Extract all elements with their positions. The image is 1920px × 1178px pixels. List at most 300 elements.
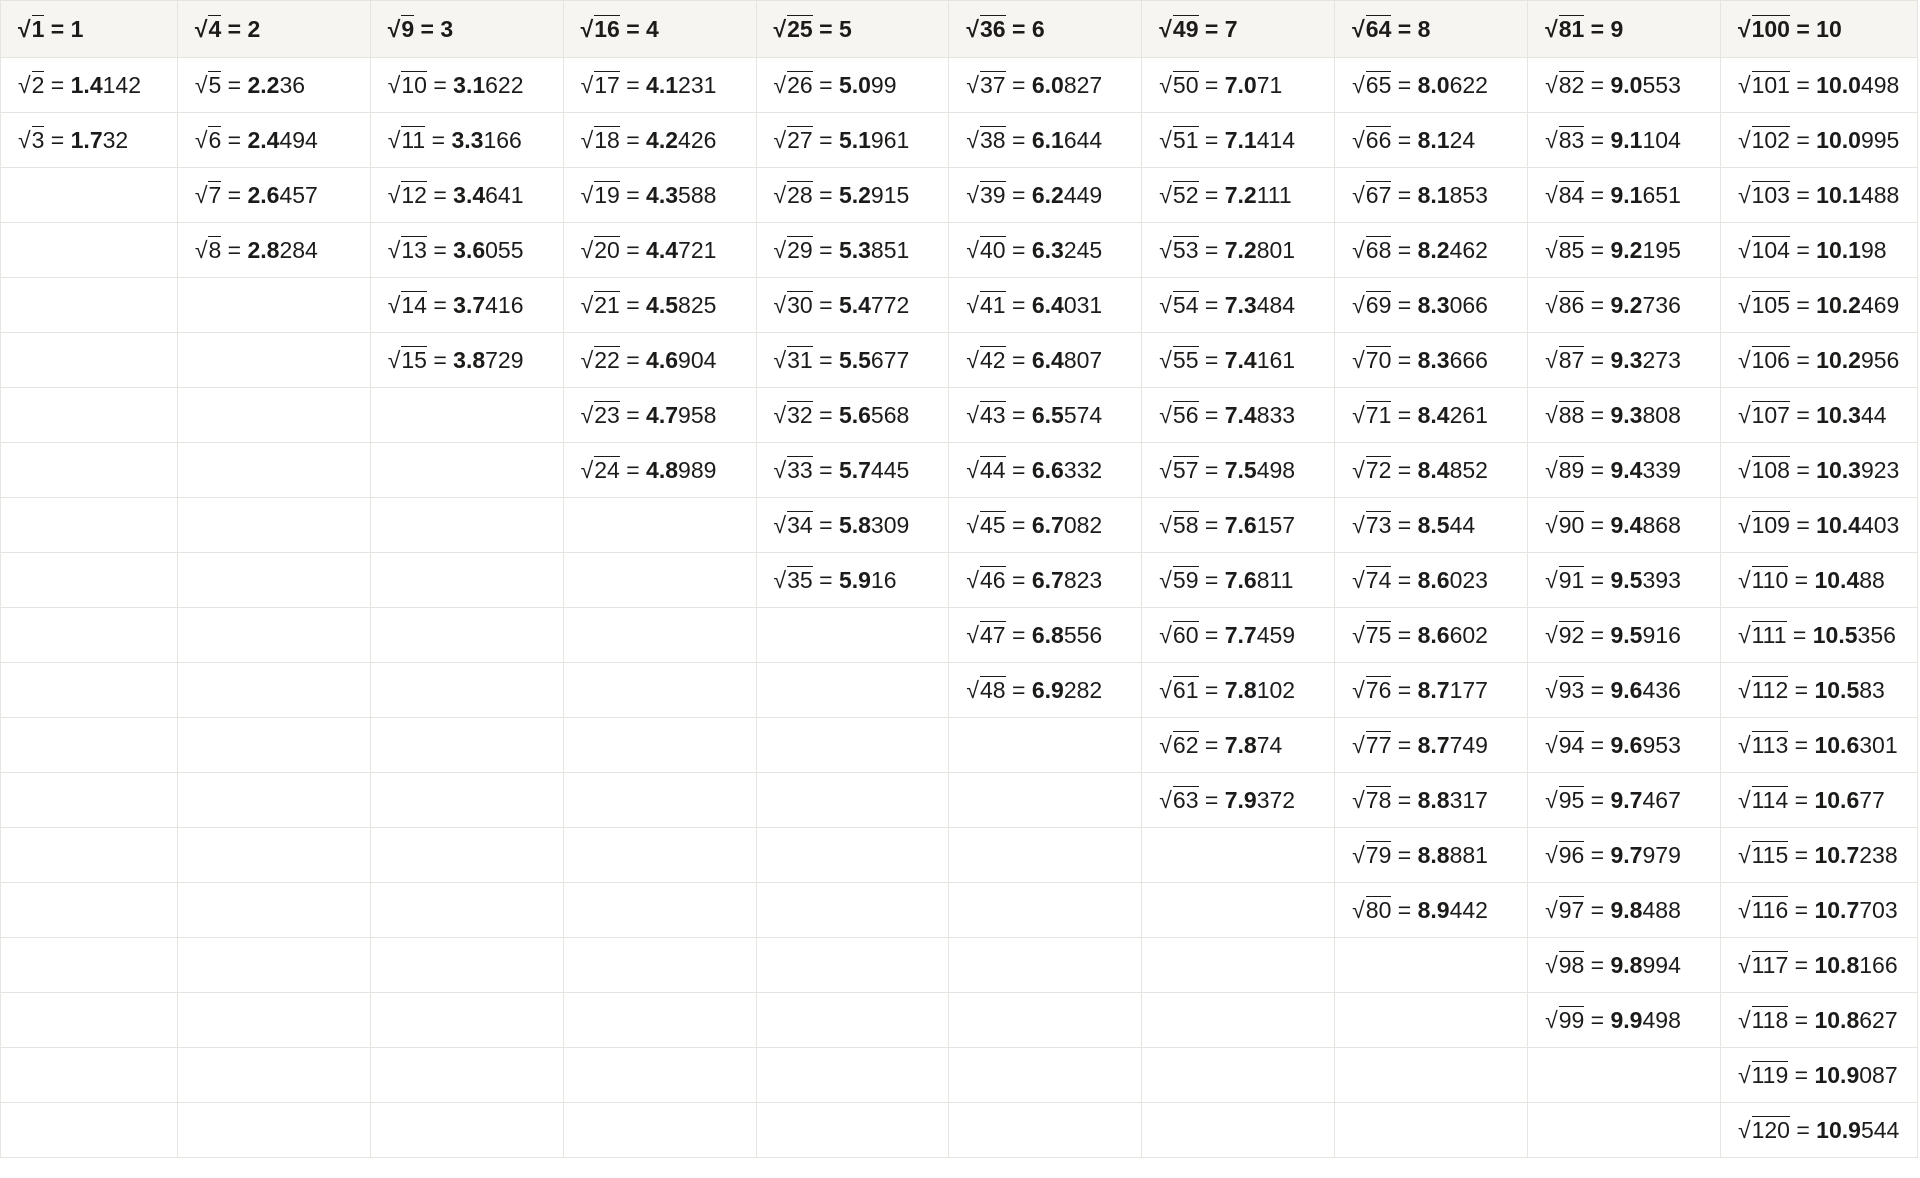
- equals-sign: =: [619, 127, 647, 153]
- root-expression: [1545, 1006, 1681, 1034]
- radicand: 39: [980, 182, 1006, 208]
- radicand: 94: [1558, 732, 1585, 758]
- empty-cell: [370, 553, 563, 608]
- radicand: 28: [787, 182, 813, 208]
- root-value-trailing-digits: 023: [1449, 567, 1488, 593]
- empty-cell: [177, 993, 370, 1048]
- radicand: 26: [787, 72, 813, 98]
- empty-cell: [370, 498, 563, 553]
- equals-sign: =: [1788, 787, 1815, 813]
- equals-sign: =: [1584, 457, 1611, 483]
- radicand: 33: [787, 457, 813, 483]
- root-value-trailing-digits: 995: [1860, 127, 1900, 153]
- table-cell: [1142, 443, 1335, 498]
- table-cell: [756, 58, 949, 113]
- equals-sign: =: [1786, 622, 1813, 648]
- empty-cell: [756, 608, 949, 663]
- radicand: 106: [1751, 347, 1790, 373]
- equals-sign: =: [1789, 1117, 1817, 1143]
- root-expression: [1352, 676, 1488, 704]
- root-value-leading-digits: 7.7: [1224, 622, 1257, 648]
- equals-sign: =: [426, 72, 454, 98]
- root-expression: [1738, 676, 1885, 704]
- empty-cell: [756, 993, 949, 1048]
- root-value-trailing-digits: 445: [870, 457, 910, 483]
- empty-cell: [177, 443, 370, 498]
- root-expression: [1352, 236, 1488, 264]
- table-cell: [1528, 58, 1721, 113]
- radical-sign-icon: √: [966, 72, 980, 98]
- root-expression: [1738, 126, 1899, 154]
- equals-sign: =: [1584, 16, 1611, 42]
- root-value-trailing-digits: 83: [1859, 677, 1885, 703]
- root-expression: [1159, 566, 1293, 594]
- root-value-leading-digits: 10.7: [1814, 897, 1860, 923]
- root-expression: [1738, 841, 1898, 869]
- table-cell: [177, 223, 370, 278]
- root-value-trailing-digits: 393: [1642, 567, 1681, 593]
- root-value-leading-digits: 7.9: [1224, 787, 1257, 813]
- radical-sign-icon: √: [387, 182, 401, 208]
- root-expression: [1545, 181, 1681, 209]
- radical-sign-icon: √: [1352, 127, 1365, 153]
- equals-sign: =: [1789, 72, 1817, 98]
- root-value-trailing-digits: 102: [1256, 677, 1296, 703]
- root-value-leading-digits: 9.2: [1610, 292, 1643, 318]
- radicand: 51: [1172, 127, 1199, 153]
- root-value-leading-digits: 6.2: [1031, 182, 1064, 208]
- empty-cell: [370, 388, 563, 443]
- equals-sign: =: [812, 292, 839, 318]
- table-cell: [1528, 278, 1721, 333]
- empty-cell: [949, 883, 1142, 938]
- table-cell: [1335, 773, 1528, 828]
- equals-sign: =: [1584, 787, 1611, 813]
- empty-cell: [370, 1048, 563, 1103]
- root-value-leading-digits: 9.0: [1610, 72, 1643, 98]
- root-value-trailing-digits: 449: [1063, 182, 1103, 208]
- table-cell: [949, 223, 1142, 278]
- root-value-leading-digits: 10.9: [1814, 1062, 1860, 1088]
- radical-sign-icon: √: [1545, 842, 1558, 868]
- empty-cell: [1528, 1103, 1721, 1158]
- radical-sign-icon: √: [1159, 567, 1172, 593]
- equals-sign: =: [1391, 842, 1418, 868]
- root-expression: [966, 126, 1102, 154]
- radical-sign-icon: √: [1159, 457, 1172, 483]
- root-value-trailing-digits: 498: [1860, 72, 1900, 98]
- empty-cell: [370, 608, 563, 663]
- table-cell: [1335, 498, 1528, 553]
- root-value-leading-digits: 9.8: [1610, 952, 1643, 978]
- radicand: 84: [1558, 182, 1585, 208]
- table-cell: [756, 278, 949, 333]
- radicand: 44: [980, 457, 1006, 483]
- column-header: [1142, 1, 1335, 58]
- root-value-leading-digits: 9.1: [1610, 127, 1643, 153]
- root-expression: [774, 401, 910, 429]
- radicand: 50: [1172, 72, 1199, 98]
- root-expression: [1738, 731, 1898, 759]
- root-expression: [774, 566, 897, 594]
- table-cell: [949, 58, 1142, 113]
- root-value-leading-digits: 8.1: [1417, 182, 1450, 208]
- root-value-trailing-digits: 827: [1063, 72, 1103, 98]
- equals-sign: =: [1391, 677, 1418, 703]
- radicand: 13: [401, 237, 427, 263]
- table-cell: [1720, 608, 1917, 663]
- column-header: [1720, 1, 1917, 58]
- root-value-leading-digits: 7.3: [1224, 292, 1257, 318]
- radical-sign-icon: √: [1737, 1117, 1751, 1143]
- root-value-leading-digits: 10.4: [1816, 512, 1861, 538]
- equals-sign: =: [1789, 347, 1817, 373]
- radical-sign-icon: √: [773, 292, 787, 318]
- equals-sign: =: [619, 347, 647, 373]
- root-value-leading-digits: 3.6: [453, 237, 486, 263]
- radical-sign-icon: √: [1352, 237, 1365, 263]
- root-value-leading-digits: 7.5: [1224, 457, 1257, 483]
- root-expression: [966, 346, 1102, 374]
- root-value-trailing-digits: 88: [1859, 567, 1885, 593]
- root-value-trailing-digits: 16: [870, 567, 897, 593]
- table-row: [1, 223, 1918, 278]
- root-value-leading-digits: 4.1: [646, 72, 679, 98]
- radicand: 92: [1558, 622, 1585, 648]
- radicand: 14: [401, 292, 427, 318]
- radicand: 3: [31, 127, 45, 153]
- radical-sign-icon: √: [18, 72, 31, 98]
- radicand: 7: [208, 182, 222, 208]
- radicand: 62: [1172, 732, 1199, 758]
- radicand: 25: [787, 16, 813, 42]
- root-value-leading-digits: 10.6: [1814, 732, 1860, 758]
- root-value-trailing-digits: 245: [1063, 237, 1103, 263]
- empty-cell: [1, 278, 178, 333]
- table-row: [1, 278, 1918, 333]
- equals-sign: =: [1584, 182, 1611, 208]
- radical-sign-icon: √: [580, 237, 594, 263]
- root-value-leading-digits: 10.8: [1814, 952, 1860, 978]
- radical-sign-icon: √: [773, 402, 787, 428]
- radical-sign-icon: √: [773, 457, 787, 483]
- equals-sign: =: [1198, 732, 1225, 758]
- radical-sign-icon: √: [1159, 347, 1172, 373]
- root-value-trailing-digits: 811: [1256, 567, 1294, 593]
- root-value-leading-digits: 10.3: [1816, 402, 1861, 428]
- root-value-trailing-digits: 644: [1063, 127, 1103, 153]
- root-value-leading-digits: 10.6: [1814, 787, 1860, 813]
- radical-sign-icon: √: [1159, 182, 1172, 208]
- radicand: 107: [1751, 402, 1790, 428]
- table-row: [1, 443, 1918, 498]
- radicand: 63: [1172, 787, 1199, 813]
- root-value-trailing-digits: 77: [1859, 787, 1885, 813]
- equals-sign: =: [1391, 72, 1418, 98]
- root-value-trailing-digits: 32: [102, 127, 129, 153]
- table-row: [1, 498, 1918, 553]
- root-value-trailing-digits: 989: [678, 457, 717, 483]
- root-expression: [1738, 621, 1896, 649]
- root-value-leading-digits: 6.3: [1031, 237, 1064, 263]
- empty-cell: [177, 498, 370, 553]
- table-cell: [563, 113, 756, 168]
- empty-cell: [370, 828, 563, 883]
- radical-sign-icon: √: [1737, 347, 1751, 373]
- radicand: 65: [1365, 72, 1392, 98]
- table-cell: [370, 223, 563, 278]
- table-cell: [1142, 553, 1335, 608]
- root-expression: [1352, 621, 1488, 649]
- radical-sign-icon: √: [1159, 72, 1172, 98]
- table-cell: [1142, 113, 1335, 168]
- table-cell: [949, 498, 1142, 553]
- radical-sign-icon: √: [1545, 512, 1558, 538]
- radicand: 12: [401, 182, 427, 208]
- radical-sign-icon: √: [1545, 237, 1558, 263]
- radicand: 58: [1172, 512, 1199, 538]
- root-expression: [1738, 456, 1899, 484]
- root-value-leading-digits: 9.3: [1610, 402, 1643, 428]
- equals-sign: =: [425, 127, 452, 153]
- equals-sign: =: [1788, 732, 1815, 758]
- empty-cell: [1142, 993, 1335, 1048]
- root-expression: [1159, 676, 1295, 704]
- root-value-leading-digits: 10.1: [1816, 237, 1861, 263]
- root-value-trailing-digits: 958: [678, 402, 717, 428]
- root-value-trailing-digits: 801: [1256, 237, 1296, 263]
- equals-sign: =: [1584, 677, 1611, 703]
- root-expression: [774, 291, 910, 319]
- root-value-trailing-digits: 553: [1642, 72, 1681, 98]
- radical-sign-icon: √: [966, 347, 980, 373]
- table-cell: [1720, 883, 1917, 938]
- root-value-trailing-digits: 736: [1642, 292, 1681, 318]
- radical-sign-icon: √: [1737, 237, 1751, 263]
- root-value-trailing-digits: 677: [870, 347, 910, 373]
- radical-sign-icon: √: [1352, 842, 1365, 868]
- root-value-trailing-digits: 904: [678, 347, 717, 373]
- table-cell: [1720, 278, 1917, 333]
- radicand: 74: [1365, 567, 1392, 593]
- equals-sign: =: [1584, 842, 1611, 868]
- equals-sign: =: [1005, 127, 1032, 153]
- radical-sign-icon: √: [1352, 677, 1365, 703]
- radical-sign-icon: √: [966, 402, 980, 428]
- radicand: 11: [401, 127, 426, 153]
- root-expression: [1159, 71, 1282, 99]
- equals-sign: =: [1198, 787, 1225, 813]
- root-value-leading-digits: 9.5: [1610, 622, 1643, 648]
- equals-sign: =: [1584, 622, 1611, 648]
- root-expression: [1159, 511, 1295, 539]
- table-cell: [563, 223, 756, 278]
- root-value-leading-digits: 8.9: [1417, 897, 1450, 923]
- empty-cell: [1, 1103, 178, 1158]
- equals-sign: =: [1198, 567, 1225, 593]
- radicand: 87: [1558, 347, 1585, 373]
- header-expression: [1159, 15, 1237, 43]
- empty-cell: [177, 608, 370, 663]
- radicand: 23: [594, 402, 620, 428]
- radical-sign-icon: √: [773, 72, 787, 98]
- table-cell: [370, 58, 563, 113]
- radical-sign-icon: √: [1737, 567, 1751, 593]
- radicand: 30: [787, 292, 813, 318]
- radical-sign-icon: √: [387, 237, 401, 263]
- radicand: 9: [401, 16, 415, 42]
- root-value-trailing-digits: 853: [1449, 182, 1488, 208]
- radical-sign-icon: √: [773, 512, 787, 538]
- equals-sign: =: [1391, 567, 1418, 593]
- equals-sign: =: [1391, 347, 1418, 373]
- radical-sign-icon: √: [1737, 512, 1751, 538]
- radicand: 1: [31, 16, 45, 42]
- root-value-trailing-digits: 459: [1256, 622, 1296, 648]
- empty-cell: [756, 1103, 949, 1158]
- equals-sign: =: [1789, 16, 1817, 42]
- radicand: 52: [1172, 182, 1199, 208]
- empty-cell: [177, 773, 370, 828]
- root-value-trailing-digits: 881: [1449, 842, 1488, 868]
- radical-sign-icon: √: [1352, 622, 1365, 648]
- equals-sign: =: [1788, 567, 1815, 593]
- radical-sign-icon: √: [1737, 1062, 1751, 1088]
- root-value-leading-digits: 7.4: [1224, 347, 1257, 373]
- equals-sign: =: [1198, 72, 1225, 98]
- radicand: 48: [980, 677, 1006, 703]
- root-value-trailing-digits: 556: [1063, 622, 1103, 648]
- equals-sign: =: [1391, 182, 1418, 208]
- empty-cell: [1, 443, 178, 498]
- root-value-trailing-digits: 772: [870, 292, 910, 318]
- empty-cell: [949, 993, 1142, 1048]
- radical-sign-icon: √: [1352, 72, 1365, 98]
- root-value-trailing-digits: 74: [1256, 732, 1283, 758]
- table-cell: [756, 388, 949, 443]
- radicand: 54: [1172, 292, 1199, 318]
- root-value-trailing-digits: 082: [1063, 512, 1103, 538]
- root-value-trailing-digits: 339: [1642, 457, 1681, 483]
- table-cell: [1335, 608, 1528, 663]
- radical-sign-icon: √: [1737, 182, 1751, 208]
- radicand: 71: [1365, 402, 1392, 428]
- table-cell: [1335, 718, 1528, 773]
- root-expression: [581, 181, 717, 209]
- table-cell: [949, 113, 1142, 168]
- table-cell: [756, 168, 949, 223]
- root-expression: [1545, 236, 1681, 264]
- root-value-leading-digits: 6.8: [1031, 622, 1064, 648]
- radicand: 113: [1751, 732, 1789, 758]
- radical-sign-icon: √: [194, 72, 208, 98]
- radical-sign-icon: √: [1352, 457, 1365, 483]
- equals-sign: =: [44, 127, 71, 153]
- root-expression: [1159, 291, 1295, 319]
- equals-sign: =: [619, 292, 647, 318]
- equals-sign: =: [426, 237, 454, 263]
- equals-sign: =: [1391, 622, 1418, 648]
- radical-sign-icon: √: [1737, 897, 1751, 923]
- root-expression: [1545, 731, 1681, 759]
- radicand: 17: [594, 72, 620, 98]
- root-expression: [388, 181, 524, 209]
- radical-sign-icon: √: [580, 182, 594, 208]
- root-expression: [966, 181, 1102, 209]
- root-value-trailing-digits: 166: [1859, 952, 1898, 978]
- radical-sign-icon: √: [966, 622, 980, 648]
- table-cell: [1142, 58, 1335, 113]
- table-cell: [1720, 388, 1917, 443]
- root-expression: [774, 236, 910, 264]
- table-cell: [756, 553, 949, 608]
- empty-cell: [756, 1048, 949, 1103]
- table-row: [1, 333, 1918, 388]
- root-expression: [1159, 236, 1295, 264]
- radical-sign-icon: √: [966, 127, 980, 153]
- equals-sign: =: [619, 16, 647, 42]
- radical-sign-icon: √: [1737, 677, 1751, 703]
- radical-sign-icon: √: [194, 237, 208, 263]
- table-cell: [1335, 883, 1528, 938]
- root-value-leading-digits: 5.6: [838, 402, 871, 428]
- table-cell: [563, 388, 756, 443]
- radicand: 42: [980, 347, 1006, 373]
- equals-sign: =: [1391, 457, 1418, 483]
- root-expression: [1352, 126, 1475, 154]
- root-expression: [1545, 291, 1681, 319]
- root-value-leading-digits: 5.4: [838, 292, 871, 318]
- equals-sign: =: [1788, 1007, 1815, 1033]
- root-expression: [581, 291, 717, 319]
- radicand: 6: [208, 127, 222, 153]
- table-cell: [1142, 498, 1335, 553]
- radical-sign-icon: √: [773, 127, 787, 153]
- table-cell: [1335, 663, 1528, 718]
- radicand: 16: [594, 16, 620, 42]
- radical-sign-icon: √: [1352, 897, 1365, 923]
- root-expression: [1352, 181, 1488, 209]
- root-value-leading-digits: 6.0: [1031, 72, 1064, 98]
- root-value-trailing-digits: 457: [279, 182, 318, 208]
- empty-cell: [1335, 993, 1528, 1048]
- equals-sign: =: [1789, 512, 1817, 538]
- table-row: [1, 113, 1918, 168]
- root-value-trailing-digits: 055: [485, 237, 524, 263]
- table-cell: [1720, 58, 1917, 113]
- equals-sign: =: [44, 16, 71, 42]
- root-expression: [1159, 456, 1295, 484]
- table-row: [1, 168, 1918, 223]
- empty-cell: [370, 993, 563, 1048]
- header-expression: [966, 15, 1044, 43]
- radicand: 80: [1365, 897, 1392, 923]
- table-cell: [756, 443, 949, 498]
- root-value-trailing-digits: 301: [1859, 732, 1898, 758]
- table-cell: [563, 443, 756, 498]
- root-value-trailing-digits: 488: [1860, 182, 1900, 208]
- radicand: 20: [594, 237, 620, 263]
- empty-cell: [1142, 1048, 1335, 1103]
- root-expression: [1545, 951, 1681, 979]
- empty-cell: [177, 718, 370, 773]
- table-row: [1, 553, 1918, 608]
- table-cell: [563, 58, 756, 113]
- empty-cell: [370, 773, 563, 828]
- radicand: 70: [1365, 347, 1392, 373]
- table-cell: [1528, 113, 1721, 168]
- root-value-trailing-digits: 261: [1449, 402, 1488, 428]
